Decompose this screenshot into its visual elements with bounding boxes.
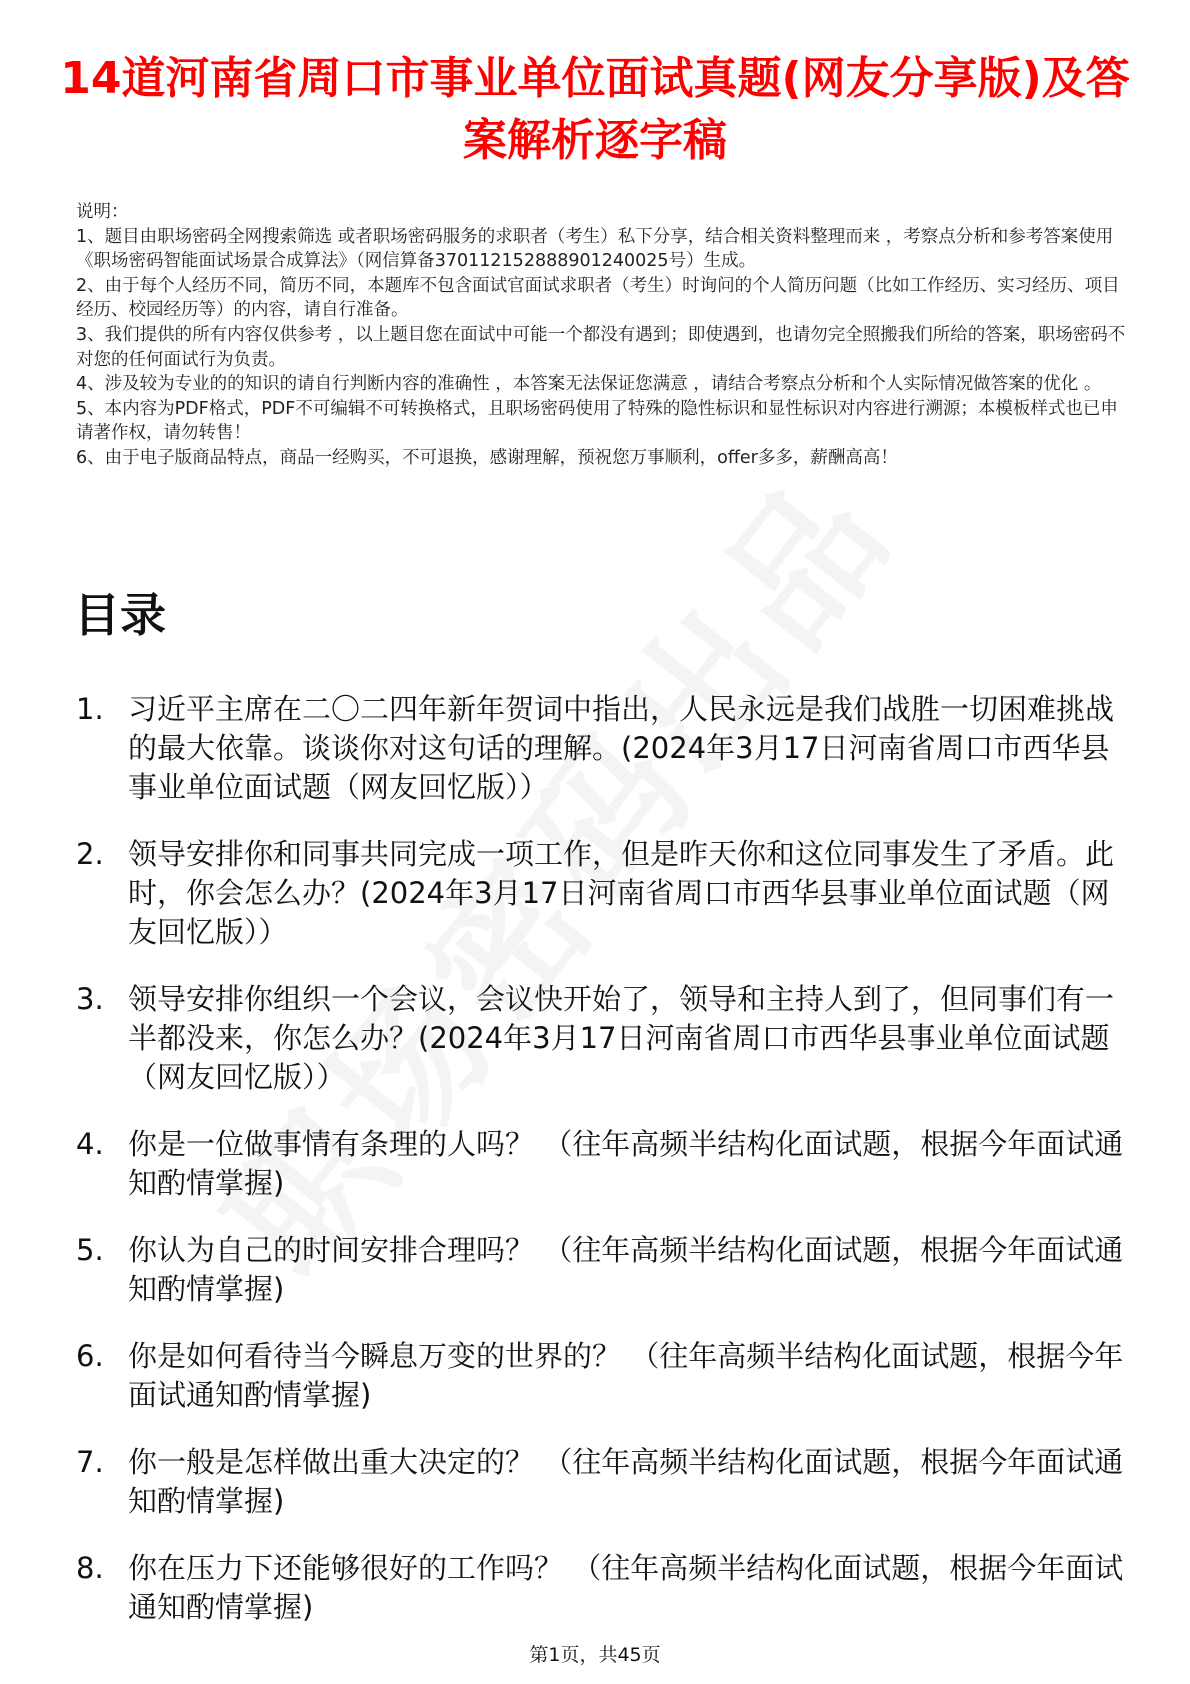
toc-item-number: 3. xyxy=(76,982,104,1016)
notes-line: 5、本内容为PDF格式，PDF不可编辑不可转换格式，且职场密码使用了特殊的隐性标识和显性标识对内容进行溯源；本模板样式也已申请著作权，请勿转售！ xyxy=(76,398,1118,444)
notes-line: 6、由于电子版商品特点，商品一经购买，不可退换，感谢理解，预祝您万事顺利，offer多多，薪酬高高！ xyxy=(76,447,898,468)
toc-item[interactable] xyxy=(76,1125,1126,1203)
notes-line: 4、涉及较为专业的的知识的请自行判断内容的准确性 ，本答案无法保证您满意 ，请结合考察点分析和个人实际情况做答案的优化 。 xyxy=(76,374,1102,395)
toc-item-number: 7. xyxy=(76,1445,104,1479)
toc-item-text: 领导安排你和同事共同完成一项工作，但是昨天你和这位同事发生了矛盾。此时，你会怎么办？(2024年3月17日河南省周口市西华县事业单位面试题（网友回忆版）） xyxy=(128,837,1115,949)
toc-item[interactable] xyxy=(76,980,1126,1097)
document-title: 14道河南省周口市事业单位面试真题(网友分享版)及答案解析逐字稿 xyxy=(60,53,1130,166)
toc-item-text: 你是一位做事情有条理的人吗？ （往年高频半结构化面试题，根据今年面试通知酌情掌握) xyxy=(128,1127,1124,1200)
toc-item[interactable] xyxy=(76,1337,1126,1415)
notes-line: 3、我们提供的所有内容仅供参考 ，以上题目您在面试中可能一个都没有遇到；即使遇到，也请勿完全照搬我们所给的答案，职场密码不对您的任何面试行为负责。 xyxy=(76,324,1126,370)
toc-item-text: 你是如何看待当今瞬息万变的世界的？ （往年高频半结构化面试题，根据今年面试通知酌情掌握) xyxy=(128,1339,1124,1412)
toc-item-text: 习近平主席在二〇二四年新年贺词中指出，人民永远是我们战胜一切困难挑战的最大依靠。谈谈你对这句话的理解。(2024年3月17日河南省周口市西华县事业单位面试题（网友回忆版）） xyxy=(128,692,1115,804)
notes-section xyxy=(76,200,1126,471)
toc-item-number: 2. xyxy=(76,837,104,871)
toc-item[interactable] xyxy=(76,1549,1126,1627)
notes-line: 2、由于每个人经历不同，简历不同，本题库不包含面试官面试求职者（考生）时询问的个人简历问题（比如工作经历、实习经历、项目经历、校园经历等）的内容，请自行准备。 xyxy=(76,275,1120,321)
toc-item-text: 你一般是怎样做出重大决定的？ （往年高频半结构化面试题，根据今年面试通知酌情掌握) xyxy=(128,1445,1124,1518)
toc-heading: 目录 xyxy=(74,588,166,642)
toc-item-number: 8. xyxy=(76,1551,104,1585)
toc-item-text: 你认为自己的时间安排合理吗？ （往年高频半结构化面试题，根据今年面试通知酌情掌握) xyxy=(128,1233,1124,1306)
toc-item[interactable] xyxy=(76,835,1126,952)
toc-item-text: 领导安排你组织一个会议，会议快开始了，领导和主持人到了，但同事们有一半都没来，你怎么办？(2024年3月17日河南省周口市西华县事业单位面试题（网友回忆版）） xyxy=(128,982,1115,1094)
page-footer: 第1页，共45页 xyxy=(529,1644,661,1666)
toc-item-text: 你在压力下还能够很好的工作吗？ （往年高频半结构化面试题，根据今年面试通知酌情掌握) xyxy=(128,1551,1124,1624)
toc-item[interactable] xyxy=(76,690,1126,807)
toc-item-number: 4. xyxy=(76,1127,104,1161)
toc-item-number: 6. xyxy=(76,1339,104,1373)
toc-item[interactable] xyxy=(76,1231,1126,1309)
toc-item-number: 1. xyxy=(76,692,104,726)
notes-line: 1、题目由职场密码全网搜索筛选 或者职场密码服务的求职者（考生）私下分享，结合相关资料整理而来 ，考察点分析和参考答案使用《职场密码智能面试场景合成算法》（网信算备370112152888901240025号）生成。 xyxy=(76,226,1114,272)
toc-item-number: 5. xyxy=(76,1233,104,1267)
table-of-contents xyxy=(76,690,1126,1655)
notes-line: 说明： xyxy=(76,202,129,222)
toc-item[interactable] xyxy=(76,1443,1126,1521)
